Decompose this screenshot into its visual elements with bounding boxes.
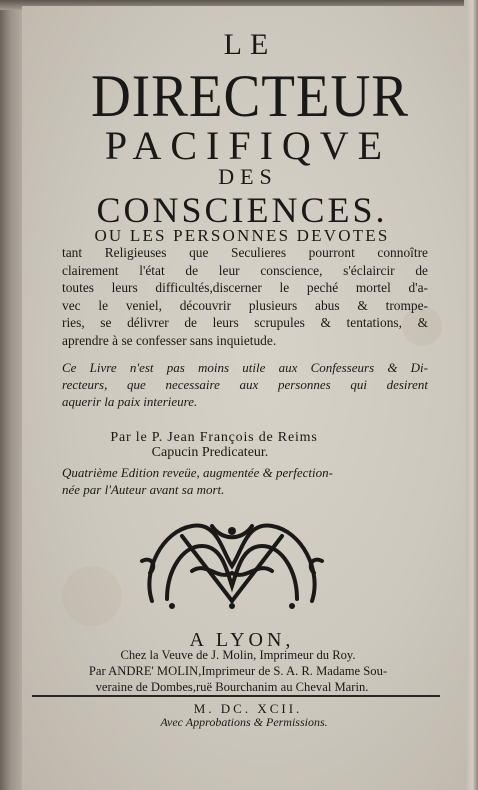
description-line: ries, se délivrer de leurs scrupules & tentations, &	[62, 315, 428, 331]
utility-line: Ce Livre n'est pas moins utile aux Confesseurs & Di-	[62, 360, 428, 375]
description-line: clairement l'état de leur conscience, s'éclaircir de	[62, 262, 428, 278]
imprint-date: M. DC. XCII.	[193, 701, 303, 716]
imprint-line: veraine de Dombes,ruë Bourchanim au Cheval Marin.	[95, 680, 369, 694]
edition-line: Quatrième Edition reveüe, augmentée & perfection-	[62, 465, 333, 480]
title-page	[22, 6, 466, 790]
utility-line: aquerir la paix interieure.	[62, 394, 198, 409]
monogram-ornament	[122, 511, 342, 613]
title-pacifique: PACIFIQVE	[104, 123, 392, 168]
paper-stain	[62, 566, 122, 626]
imprint-line: Par ANDRE' MOLIN,Imprimeur de S. A. R. Madame Sou-	[88, 664, 388, 678]
description-paragraph	[62, 244, 428, 350]
title-des: DES	[218, 164, 278, 189]
description-line: vec le veniel, découvrir plusieurs abus & trompe-	[62, 297, 428, 313]
imprint-rule	[32, 695, 440, 697]
description-line: tant Religieuses que Seculieres pourront connoître	[62, 245, 428, 260]
title-le: LE	[223, 28, 277, 61]
approbation-line: Avec Approbations & Permissions.	[160, 715, 328, 729]
utility-note	[62, 359, 428, 410]
author-line: Par le P. Jean François de Reims	[110, 430, 318, 445]
utility-line: recteurs, que necessaire aux personnes qui desirent	[62, 377, 428, 392]
subtitle-ou: OU LES PERSONNES DEVOTES	[94, 226, 390, 245]
imprint-city: A LYON,	[189, 629, 295, 651]
edition-note	[62, 464, 362, 498]
edition-line: née par l'Auteur avant sa mort.	[62, 482, 225, 497]
title-directeur: DIRECTEUR	[90, 63, 410, 129]
description-line: toutes leurs difficultés,discerner le peché mortel d'a-	[62, 280, 428, 296]
description-line: aprendre à se confesser sans inquietude.	[62, 332, 277, 348]
title-consciences: CONSCIENCES.	[96, 190, 388, 230]
book-edge-right	[464, 0, 478, 790]
imprint-line: Chez la Veuve de J. Molin, Imprimeur du Roy.	[120, 648, 356, 662]
author-title: Capucin Predicateur.	[151, 445, 269, 460]
